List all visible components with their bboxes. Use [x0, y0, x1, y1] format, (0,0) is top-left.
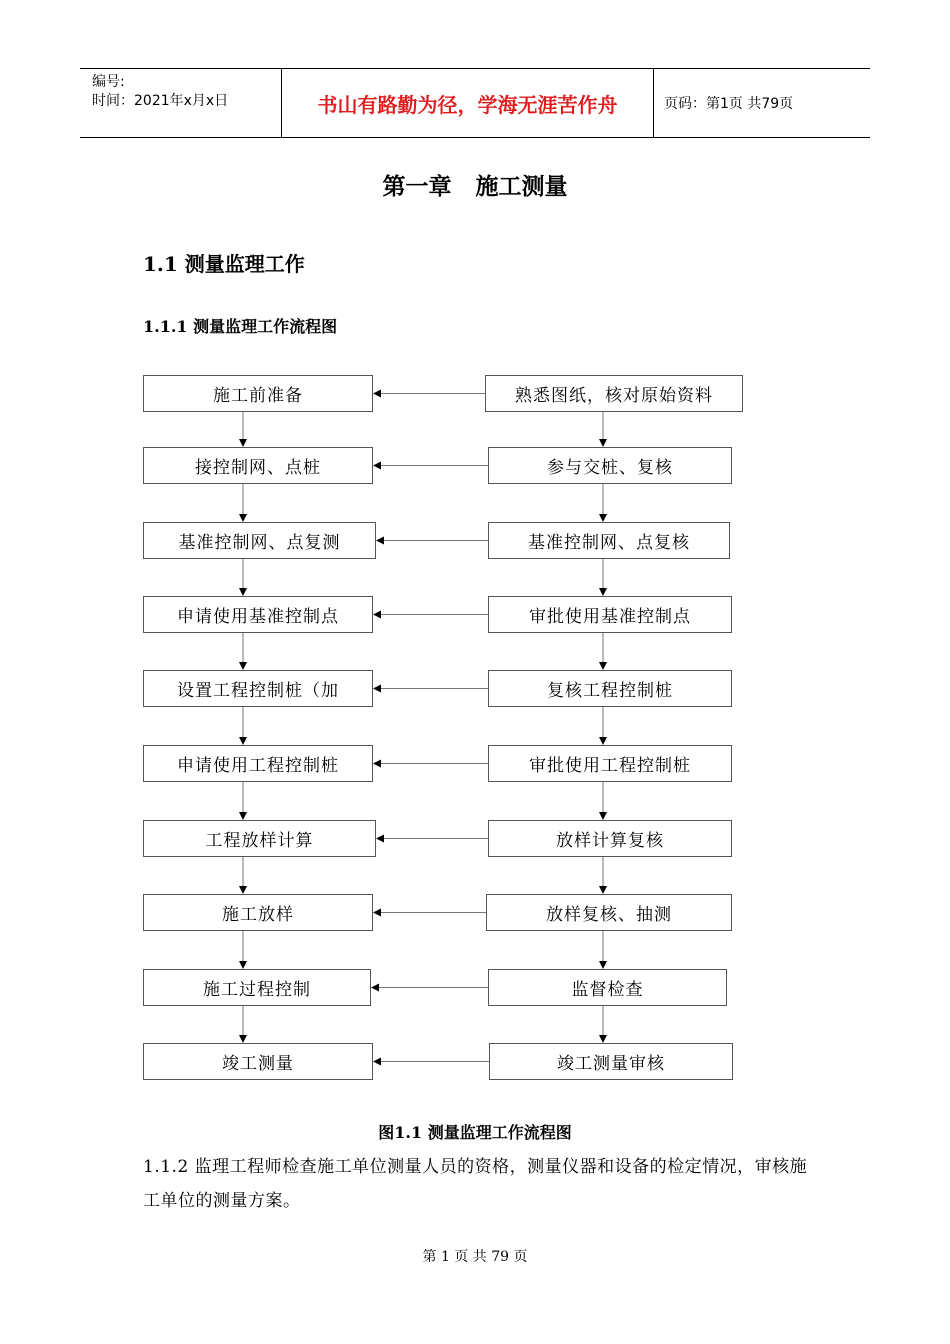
flow-right-step-2: 参与交桩、复核: [488, 447, 732, 484]
flow-right-step-6: 审批使用工程控制桩: [488, 745, 732, 782]
flow-left-step-6: 申请使用工程控制桩: [143, 745, 373, 782]
flow-right-step-5: 复核工程控制桩: [488, 670, 732, 707]
flow-left-step-3: 基准控制网、点复测: [143, 522, 376, 559]
flow-right-step-10: 竣工测量审核: [489, 1043, 733, 1080]
flow-left-step-2: 接控制网、点桩: [143, 447, 373, 484]
flow-right-step-9: 监督检查: [488, 969, 727, 1006]
figure-caption: 图1.1 测量监理工作流程图: [378, 1123, 572, 1142]
flow-right-step-4: 审批使用基准控制点: [488, 596, 732, 633]
subsection-title: 1.1.1 测量监理工作流程图: [143, 317, 338, 336]
flow-right-step-8: 放样复核、抽测: [486, 894, 732, 931]
page-footer: 第 1 页 共 79 页: [422, 1249, 528, 1265]
section-title: 1.1 测量监理工作: [143, 252, 305, 276]
flow-left-step-4: 申请使用基准控制点: [143, 596, 373, 633]
chapter-number: 第一章: [382, 174, 452, 200]
flow-left-step-5: 设置工程控制桩（加: [143, 670, 373, 707]
chapter-title: 施工测量: [475, 174, 568, 200]
header-number-label: 编号:: [92, 74, 125, 90]
header-time-label: 时间：2021年x月x日: [92, 93, 229, 109]
header-motto: 书山有路勤为径，学海无涯苦作舟: [317, 92, 618, 117]
paragraph-1-1-2: 1.1.2 监理工程师检查施工单位测量人员的资格，测量仪器和设备的检定情况，审核施工单位的测量方案。: [143, 1157, 808, 1211]
flow-right-step-1: 熟悉图纸，核对原始资料: [485, 375, 743, 412]
flow-left-step-8: 施工放样: [143, 894, 373, 931]
flow-left-step-7: 工程放样计算: [143, 820, 376, 857]
flow-left-step-9: 施工过程控制: [143, 969, 371, 1006]
flow-left-step-1: 施工前准备: [143, 375, 373, 412]
flow-right-step-7: 放样计算复核: [488, 820, 732, 857]
flow-right-step-3: 基准控制网、点复核: [488, 522, 730, 559]
flow-left-step-10: 竣工测量: [143, 1043, 373, 1080]
header-page-info: 页码：第1页 共79页: [664, 96, 794, 112]
